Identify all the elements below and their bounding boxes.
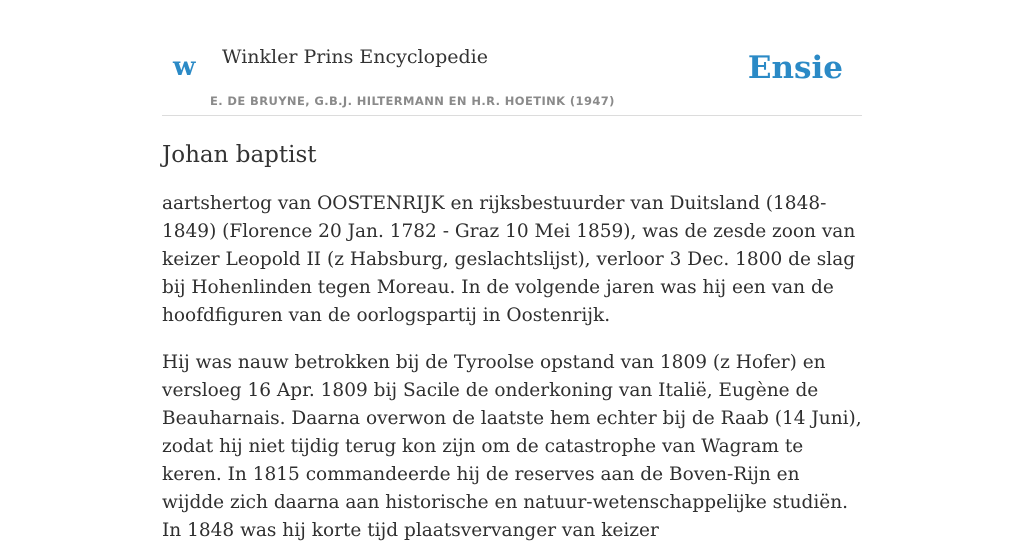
book-authors: E. DE BRUYNE, G.B.J. HILTERMANN EN H.R. HOETINK (1947) xyxy=(210,94,615,108)
article-title: Johan baptist xyxy=(162,142,317,168)
article-paragraph-2: Hij was nauw betrokken bij de Tyroolse opstand van 1809 (z Hofer) en versloeg 16 Apr. 1809 bij Sacile de onderkoning van Italië, Eugène de Beauharnais. Daarna overwon de laatste hem echter bij de Raab (14 Juni), zodat hij niet tijdig terug kon zijn om de catastrophe van Wagram te keren. In 1815 commandeerde hij de reserves aan de Boven-Rijn en wijdde zich daarna aan historische en natuur-wetenschappelijke studiën. In 1848 was hij korte tijd plaatsvervanger van keizer xyxy=(162,352,862,541)
page xyxy=(162,0,862,545)
book-title[interactable]: Winkler Prins Encyclopedie xyxy=(222,46,488,68)
article-paragraph-1: aartshertog van OOSTENRIJK en rijksbestuurder van Duitsland (1848-1849) (Florence 20 Jan. 1782 - Graz 10 Mei 1859), was de zesde zoon van keizer Leopold II (z Habsburg, geslachtslijst), verloor 3 Dec. 1800 de slag bij Hohenlinden tegen Moreau. In de volgende jaren was hij een van de hoofdfiguren van de oorlogspartij in Oostenrijk. xyxy=(162,193,856,326)
winkler-prins-logo-icon[interactable]: w xyxy=(173,52,196,82)
header xyxy=(162,0,862,116)
ensie-brand-link[interactable]: Ensie xyxy=(747,50,843,86)
